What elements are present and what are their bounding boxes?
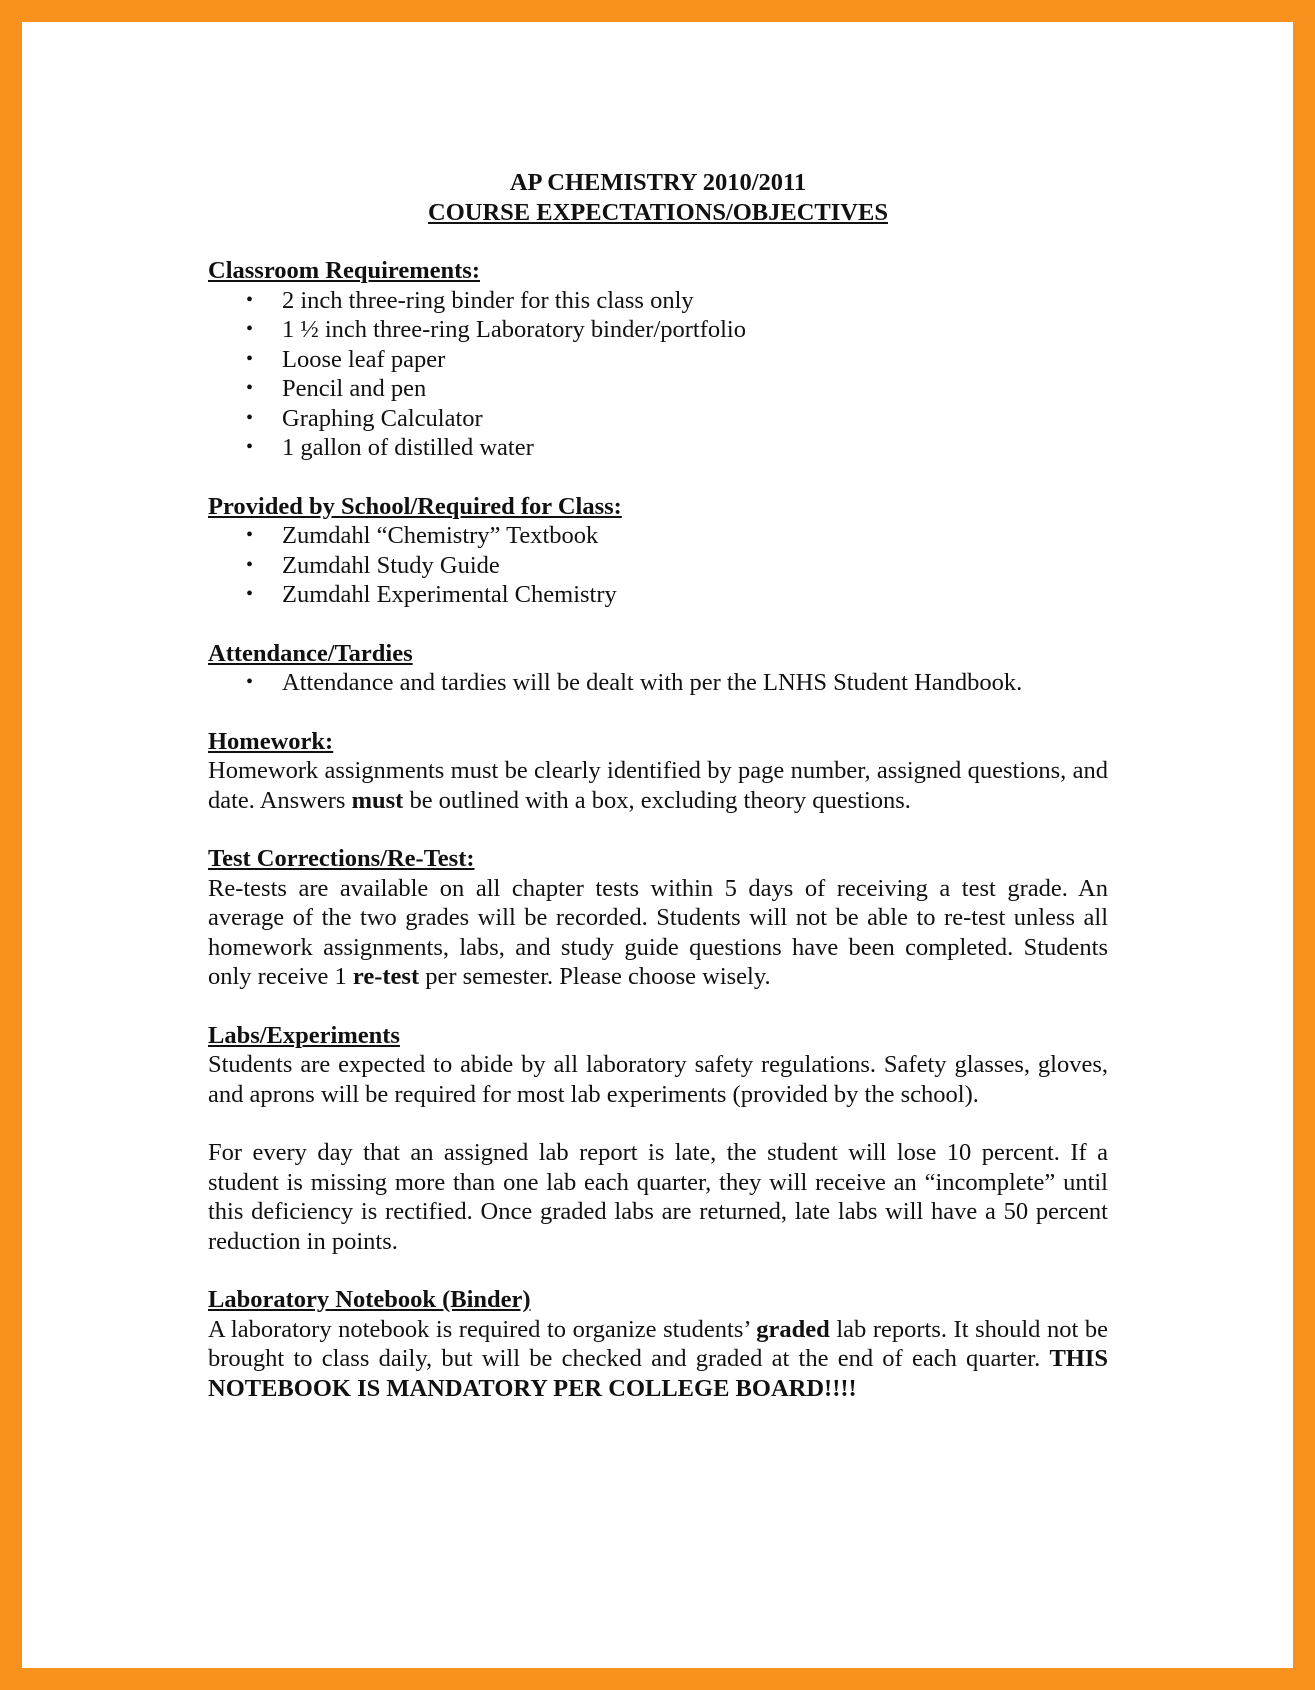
bullet-icon: • bbox=[246, 553, 254, 576]
section-laboratory-notebook bbox=[208, 1285, 1108, 1403]
list-item bbox=[208, 521, 1108, 551]
notebook-text-end: lab reports. It should not be brought to class daily, but will be checked and graded at the end of each quarter. bbox=[208, 1315, 1108, 1372]
tests-text-end: per semester. Please choose wisely. bbox=[419, 963, 771, 990]
list-item-text: Pencil and pen bbox=[282, 375, 427, 402]
bullet-list bbox=[208, 668, 1108, 698]
notebook-paragraph bbox=[208, 1315, 1108, 1404]
section-heading: Classroom Requirements: bbox=[208, 257, 480, 284]
section-heading: Laboratory Notebook (Binder) bbox=[208, 1286, 531, 1313]
document-title: AP CHEMISTRY 2010/2011 bbox=[509, 169, 807, 196]
homework-paragraph bbox=[208, 756, 1108, 815]
list-item bbox=[208, 286, 1108, 316]
list-item bbox=[208, 315, 1108, 345]
bullet-list bbox=[208, 521, 1108, 610]
section-heading: Labs/Experiments bbox=[208, 1021, 400, 1049]
section-classroom-requirements bbox=[208, 256, 1108, 463]
labs-paragraph-1: Students are expected to abide by all laboratory safety regulations. Safety glasses, gloves, and aprons will be required for most lab experiments (provided by the school). bbox=[208, 1051, 1108, 1108]
list-item-text: Attendance and tardies will be dealt with per the LNHS Student Handbook. bbox=[282, 669, 1023, 696]
section-homework bbox=[208, 727, 1108, 816]
list-item bbox=[208, 551, 1108, 581]
bullet-icon: • bbox=[246, 406, 254, 429]
bullet-list bbox=[208, 286, 1108, 463]
list-item-text: 2 inch three-ring binder for this class only bbox=[282, 286, 694, 314]
list-item-text: Zumdahl Experimental Chemistry bbox=[282, 581, 617, 608]
section-heading: Provided by School/Required for Class: bbox=[208, 492, 622, 520]
tests-bold-text: re-test bbox=[352, 963, 420, 990]
notebook-bold-text: graded bbox=[756, 1315, 830, 1343]
homework-text: Homework assignments must be clearly identified by page number, assigned questions, and date. Answers bbox=[208, 757, 1108, 814]
bullet-icon: • bbox=[246, 436, 254, 458]
bullet-icon: • bbox=[246, 318, 254, 340]
list-item bbox=[208, 374, 1108, 404]
list-item-text: 1 gallon of distilled water bbox=[282, 434, 534, 461]
bullet-icon: • bbox=[246, 347, 254, 370]
notebook-text: A laboratory notebook is required to organize students’ bbox=[208, 1315, 757, 1343]
bullet-icon: • bbox=[246, 288, 254, 311]
section-heading: Homework: bbox=[208, 727, 334, 755]
section-heading: Test Corrections/Re-Test: bbox=[208, 845, 475, 872]
bullet-icon: • bbox=[246, 377, 254, 399]
list-item bbox=[208, 433, 1108, 463]
section-test-corrections bbox=[208, 844, 1108, 992]
list-item-text: Loose leaf paper bbox=[282, 345, 446, 373]
tests-text: Re-tests are available on all chapter tests within 5 days of receiving a test grade. An average of the two grades will be recorded. Students will not be able to re-test unless all homework assignments, labs, and study guide questions have been completed. Students only receive 1 bbox=[208, 874, 1108, 990]
list-item-text: 1 ½ inch three-ring Laboratory binder/portfolio bbox=[282, 316, 746, 343]
homework-bold-text: must bbox=[351, 786, 404, 814]
section-labs-experiments bbox=[208, 1021, 1108, 1257]
list-item bbox=[208, 404, 1108, 434]
list-item bbox=[208, 345, 1108, 375]
list-item bbox=[208, 580, 1108, 610]
document-page bbox=[208, 168, 1108, 1403]
bullet-icon: • bbox=[246, 671, 254, 693]
list-item bbox=[208, 668, 1108, 698]
list-item-text: Zumdahl Study Guide bbox=[282, 551, 500, 579]
list-item-text: Zumdahl “Chemistry” Textbook bbox=[282, 522, 599, 549]
labs-paragraph-2: For every day that an assigned lab report is late, the student will lose 10 percent. If a student is missing more than one lab each quarter, they will receive an “incomplete” until this deficiency is rectified. Once graded labs are returned, late labs will have a 50 percent reduction in points. bbox=[208, 1139, 1108, 1255]
document-subtitle: COURSE EXPECTATIONS/OBJECTIVES bbox=[428, 198, 888, 226]
bullet-icon: • bbox=[246, 524, 254, 546]
section-heading: Attendance/Tardies bbox=[208, 639, 413, 667]
homework-text-end: be outlined with a box, excluding theory questions. bbox=[403, 786, 911, 814]
section-provided-by-school bbox=[208, 492, 1108, 610]
tests-paragraph bbox=[208, 874, 1108, 992]
section-attendance-tardies bbox=[208, 639, 1108, 698]
list-item-text: Graphing Calculator bbox=[282, 404, 483, 432]
notebook-mandatory-text: THIS NOTEBOOK IS MANDATORY PER COLLEGE BOARD!!!! bbox=[208, 1345, 1108, 1402]
bullet-icon: • bbox=[246, 583, 254, 605]
